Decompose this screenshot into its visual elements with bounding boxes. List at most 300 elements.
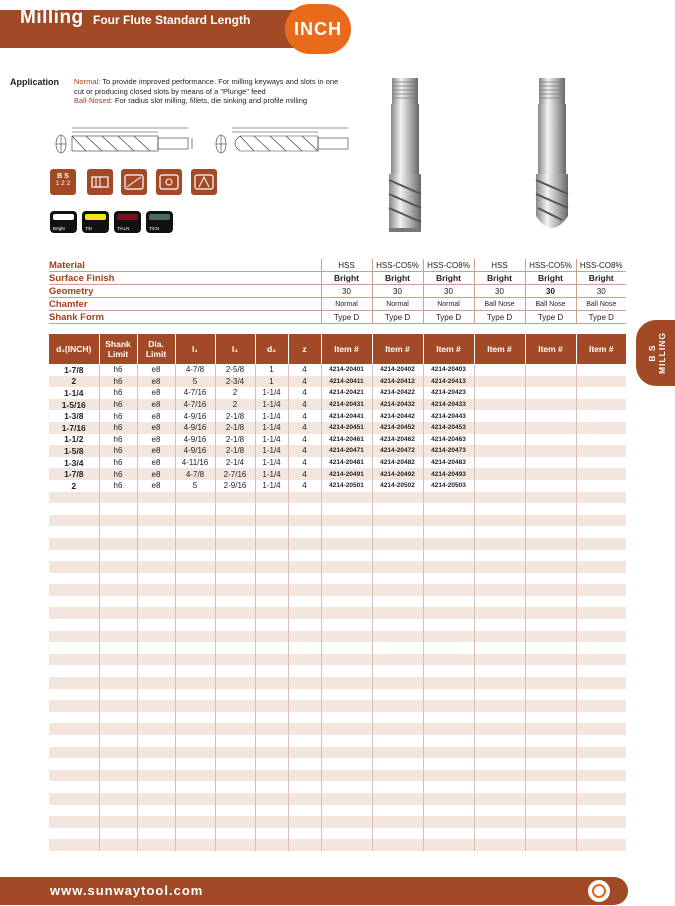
table-cell [321, 758, 372, 770]
table-cell [215, 700, 255, 712]
table-cell: 1 [255, 376, 288, 388]
table-cell [288, 793, 321, 805]
table-cell [474, 584, 525, 596]
table-cell [137, 735, 175, 747]
table-cell: 4214-20471 [321, 445, 372, 457]
table-cell [49, 828, 99, 840]
table-cell [49, 573, 99, 585]
table-cell [255, 805, 288, 817]
table-cell [255, 758, 288, 770]
table-cell [576, 735, 626, 747]
ball-nose-end-mill-drawing-icon [216, 128, 348, 153]
spec-cell: Bright [525, 272, 576, 285]
table-cell [215, 723, 255, 735]
table-cell: 4214-20401 [321, 364, 372, 376]
table-cell [423, 758, 474, 770]
table-cell [255, 596, 288, 608]
table-cell [215, 538, 255, 550]
table-cell [423, 770, 474, 782]
table-cell [474, 781, 525, 793]
table-cell [576, 550, 626, 562]
table-cell [137, 712, 175, 724]
column-header: d₁(INCH) [49, 334, 99, 364]
column-header: Item # [474, 334, 525, 364]
table-cell [175, 642, 215, 654]
table-cell [321, 700, 372, 712]
table-cell [49, 561, 99, 573]
table-cell [175, 492, 215, 504]
table-cell [255, 700, 288, 712]
table-cell: h6 [99, 376, 137, 388]
table-cell: 2-1/8 [215, 434, 255, 446]
table-cell [321, 828, 372, 840]
table-cell: 4214-20443 [423, 410, 474, 422]
table-cell [321, 781, 372, 793]
column-header: Item # [423, 334, 474, 364]
table-row-empty [49, 793, 626, 805]
shank-form-row [49, 311, 626, 324]
table-cell [525, 828, 576, 840]
normal-label: Normal: [74, 77, 101, 86]
table-cell [423, 677, 474, 689]
table-cell [576, 584, 626, 596]
table-cell [49, 793, 99, 805]
spec-cell: Normal [423, 298, 474, 311]
table-cell [372, 492, 423, 504]
table-cell [255, 665, 288, 677]
table-cell [321, 607, 372, 619]
table-cell [49, 805, 99, 817]
table-cell [525, 584, 576, 596]
spec-table [49, 259, 626, 324]
table-cell [372, 573, 423, 585]
table-cell [321, 816, 372, 828]
table-cell [255, 515, 288, 527]
table-cell: 1-5/8 [49, 445, 99, 457]
product-table [49, 334, 626, 851]
table-cell [49, 596, 99, 608]
table-cell [137, 839, 175, 851]
table-cell: 4214-20442 [372, 410, 423, 422]
spec-cell: HSS-CO5% [525, 259, 576, 272]
table-cell [49, 538, 99, 550]
spec-label: Material [49, 259, 321, 272]
spec-cell: HSS [474, 259, 525, 272]
table-cell [49, 619, 99, 631]
table-cell: 4214-20422 [372, 387, 423, 399]
table-cell [423, 723, 474, 735]
column-header: Item # [372, 334, 423, 364]
unit-badge: INCH [285, 4, 351, 54]
surface-finish-row [49, 272, 626, 285]
table-cell [576, 410, 626, 422]
application-label: Application [10, 77, 59, 87]
table-cell [288, 631, 321, 643]
table-cell [49, 654, 99, 666]
table-cell [321, 573, 372, 585]
table-cell [255, 573, 288, 585]
coating-tialn-icon [114, 211, 141, 233]
spec-cell: HSS-CO8% [576, 259, 626, 272]
table-cell [525, 515, 576, 527]
table-cell: 4 [288, 387, 321, 399]
table-cell [474, 677, 525, 689]
table-cell [525, 665, 576, 677]
table-cell [321, 550, 372, 562]
table-cell: h6 [99, 434, 137, 446]
table-cell: 5 [175, 480, 215, 492]
table-cell [288, 770, 321, 782]
table-cell [525, 364, 576, 376]
table-cell [525, 712, 576, 724]
table-cell [137, 642, 175, 654]
table-cell [474, 839, 525, 851]
table-row [49, 376, 626, 388]
table-cell [99, 503, 137, 515]
table-cell [321, 561, 372, 573]
table-cell [175, 781, 215, 793]
column-header: l₁ [175, 334, 215, 364]
table-cell: e8 [137, 457, 175, 469]
table-cell [576, 816, 626, 828]
website-link[interactable]: www.sunwaytool.com [50, 883, 204, 898]
table-cell [255, 550, 288, 562]
table-cell: 4214-20463 [423, 434, 474, 446]
table-cell: h6 [99, 399, 137, 411]
table-cell [215, 793, 255, 805]
table-cell [288, 642, 321, 654]
table-cell: 4214-20441 [321, 410, 372, 422]
table-cell [474, 758, 525, 770]
table-cell [321, 677, 372, 689]
table-cell [525, 492, 576, 504]
table-cell: 5 [175, 376, 215, 388]
table-cell [49, 550, 99, 562]
table-row-empty [49, 781, 626, 793]
table-cell [423, 631, 474, 643]
table-cell [474, 828, 525, 840]
table-cell: h6 [99, 410, 137, 422]
table-cell [576, 364, 626, 376]
table-cell [175, 619, 215, 631]
table-cell [215, 747, 255, 759]
table-cell [255, 770, 288, 782]
table-cell [49, 515, 99, 527]
table-cell: 4-9/16 [175, 445, 215, 457]
spec-cell: Type D [474, 311, 525, 324]
table-row-empty [49, 665, 626, 677]
table-cell [372, 515, 423, 527]
table-cell [474, 700, 525, 712]
table-row-empty [49, 816, 626, 828]
table-cell [49, 758, 99, 770]
table-cell [525, 399, 576, 411]
table-row-empty [49, 584, 626, 596]
table-cell [99, 816, 137, 828]
table-cell [175, 538, 215, 550]
table-cell [215, 712, 255, 724]
table-cell [576, 723, 626, 735]
column-header: l₂ [215, 334, 255, 364]
tool-drawing [50, 122, 360, 162]
table-cell: e8 [137, 434, 175, 446]
table-cell [525, 781, 576, 793]
table-cell [474, 619, 525, 631]
table-cell [99, 515, 137, 527]
table-cell [321, 619, 372, 631]
table-cell [137, 816, 175, 828]
table-cell [372, 735, 423, 747]
table-cell [474, 376, 525, 388]
table-cell: 4214-20481 [321, 457, 372, 469]
table-cell [372, 654, 423, 666]
table-row [49, 410, 626, 422]
table-cell [372, 781, 423, 793]
spec-cell: Type D [423, 311, 474, 324]
table-cell [255, 619, 288, 631]
table-cell [255, 631, 288, 643]
spec-cell: Type D [321, 311, 372, 324]
table-cell: 4214-20423 [423, 387, 474, 399]
table-cell: e8 [137, 468, 175, 480]
table-cell: e8 [137, 480, 175, 492]
table-cell [99, 596, 137, 608]
table-cell [423, 747, 474, 759]
table-cell [423, 584, 474, 596]
table-cell: 4 [288, 434, 321, 446]
table-cell: e8 [137, 422, 175, 434]
table-cell [215, 561, 255, 573]
table-cell [423, 689, 474, 701]
table-cell [321, 712, 372, 724]
table-cell [525, 735, 576, 747]
table-cell: 4214-20421 [321, 387, 372, 399]
table-cell [576, 445, 626, 457]
table-cell [372, 665, 423, 677]
table-cell: 4 [288, 410, 321, 422]
coating-label: Bright [53, 226, 65, 231]
table-row [49, 434, 626, 446]
table-cell [49, 712, 99, 724]
table-cell [576, 526, 626, 538]
table-cell [255, 584, 288, 596]
table-cell [175, 596, 215, 608]
table-cell [137, 607, 175, 619]
table-cell: 1-7/8 [64, 364, 84, 375]
table-cell [576, 468, 626, 480]
table-cell [576, 434, 626, 446]
table-cell [321, 584, 372, 596]
table-cell [525, 816, 576, 828]
table-cell [525, 723, 576, 735]
table-cell: 1-1/4 [255, 457, 288, 469]
table-cell: 4-7/8 [175, 364, 215, 376]
table-cell [137, 492, 175, 504]
table-cell [576, 677, 626, 689]
table-cell [525, 480, 576, 492]
table-cell [255, 492, 288, 504]
normal-text: To provide improved performance. For milling keyways and slots in one cut or producing closed slots by means of a "Plunge" feed [74, 77, 339, 96]
table-cell [175, 735, 215, 747]
table-cell [175, 723, 215, 735]
table-cell: 4214-20493 [423, 468, 474, 480]
table-cell [175, 515, 215, 527]
table-cell [525, 376, 576, 388]
column-header: d₂ [255, 334, 288, 364]
table-cell [525, 677, 576, 689]
slot-milling-icon [121, 169, 147, 195]
table-cell [474, 654, 525, 666]
table-cell [321, 770, 372, 782]
table-cell: e8 [137, 410, 175, 422]
table-cell [137, 538, 175, 550]
table-header-row [49, 334, 626, 364]
table-cell: 4214-20433 [423, 399, 474, 411]
table-cell [576, 805, 626, 817]
table-cell [288, 503, 321, 515]
table-cell [423, 561, 474, 573]
table-cell [576, 839, 626, 851]
spec-cell: Bright [474, 272, 525, 285]
table-cell: 1-1/2 [64, 434, 84, 445]
table-cell: 1-1/4 [255, 387, 288, 399]
table-row [49, 364, 626, 376]
table-cell [423, 665, 474, 677]
table-cell [215, 816, 255, 828]
table-cell [99, 828, 137, 840]
table-cell: 1-1/4 [255, 445, 288, 457]
table-cell [474, 816, 525, 828]
table-cell [215, 631, 255, 643]
spec-cell: Type D [576, 311, 626, 324]
table-cell [372, 596, 423, 608]
table-cell [137, 677, 175, 689]
table-cell: 1 [255, 364, 288, 376]
table-cell: 4-9/16 [175, 422, 215, 434]
table-cell [99, 793, 137, 805]
coating-label: TiN [85, 226, 92, 231]
table-cell [175, 770, 215, 782]
table-cell [372, 503, 423, 515]
table-cell [423, 654, 474, 666]
table-cell [372, 584, 423, 596]
table-cell [321, 839, 372, 851]
table-cell [576, 654, 626, 666]
table-cell [215, 781, 255, 793]
table-row-empty [49, 839, 626, 851]
table-cell [215, 805, 255, 817]
table-cell: 4214-20452 [372, 422, 423, 434]
table-cell [215, 607, 255, 619]
table-cell [255, 538, 288, 550]
standard-icon-line2: 1 2 2 [55, 180, 71, 187]
table-cell [321, 515, 372, 527]
table-cell [288, 700, 321, 712]
table-cell [372, 677, 423, 689]
table-cell [215, 735, 255, 747]
table-cell [321, 596, 372, 608]
table-row-empty [49, 607, 626, 619]
table-cell [49, 735, 99, 747]
table-cell [215, 596, 255, 608]
spec-cell: 30 [576, 285, 626, 298]
table-cell [255, 735, 288, 747]
material-row [49, 259, 626, 272]
table-cell [175, 747, 215, 759]
table-cell [321, 503, 372, 515]
table-cell [321, 654, 372, 666]
table-cell [423, 596, 474, 608]
table-row-empty [49, 619, 626, 631]
table-cell [525, 642, 576, 654]
spec-cell: HSS [321, 259, 372, 272]
table-cell [288, 550, 321, 562]
table-cell [99, 492, 137, 504]
table-cell [372, 526, 423, 538]
table-cell [215, 654, 255, 666]
table-cell [525, 387, 576, 399]
table-cell [372, 723, 423, 735]
table-cell: 1-1/4 [255, 422, 288, 434]
page-title: Milling [20, 7, 84, 28]
table-cell [215, 665, 255, 677]
table-cell: h6 [99, 387, 137, 399]
table-cell [288, 689, 321, 701]
spec-cell: Ball Nose [576, 298, 626, 311]
table-cell [576, 689, 626, 701]
table-cell [215, 828, 255, 840]
table-cell [49, 503, 99, 515]
table-cell: e8 [137, 387, 175, 399]
table-cell [175, 526, 215, 538]
side-milling-icon [156, 169, 182, 195]
table-cell [215, 515, 255, 527]
table-cell [525, 596, 576, 608]
table-cell [255, 712, 288, 724]
table-cell: 4214-20491 [321, 468, 372, 480]
table-cell [474, 503, 525, 515]
spec-label: Geometry [49, 285, 321, 298]
geometry-row [49, 285, 626, 298]
column-header: Dia. Limit [137, 334, 175, 364]
spec-cell: Normal [372, 298, 423, 311]
table-cell [321, 526, 372, 538]
table-cell [576, 457, 626, 469]
table-cell [372, 700, 423, 712]
table-cell [288, 758, 321, 770]
table-row-empty [49, 642, 626, 654]
table-row-empty [49, 573, 626, 585]
table-cell [49, 781, 99, 793]
table-cell [255, 781, 288, 793]
table-cell [137, 631, 175, 643]
table-cell [525, 457, 576, 469]
table-cell: 1-1/4 [255, 480, 288, 492]
spec-label: Shank Form [49, 311, 321, 324]
spec-cell: Ball Nose [474, 298, 525, 311]
table-cell [576, 770, 626, 782]
table-cell [525, 561, 576, 573]
table-cell: 2-1/4 [215, 457, 255, 469]
table-cell [175, 573, 215, 585]
side-tab-line1: B S [647, 344, 657, 362]
column-header: Item # [321, 334, 372, 364]
table-cell [49, 816, 99, 828]
table-cell [372, 538, 423, 550]
table-cell [99, 758, 137, 770]
ball-nose-end-mill-photo [522, 76, 582, 236]
table-cell [288, 735, 321, 747]
